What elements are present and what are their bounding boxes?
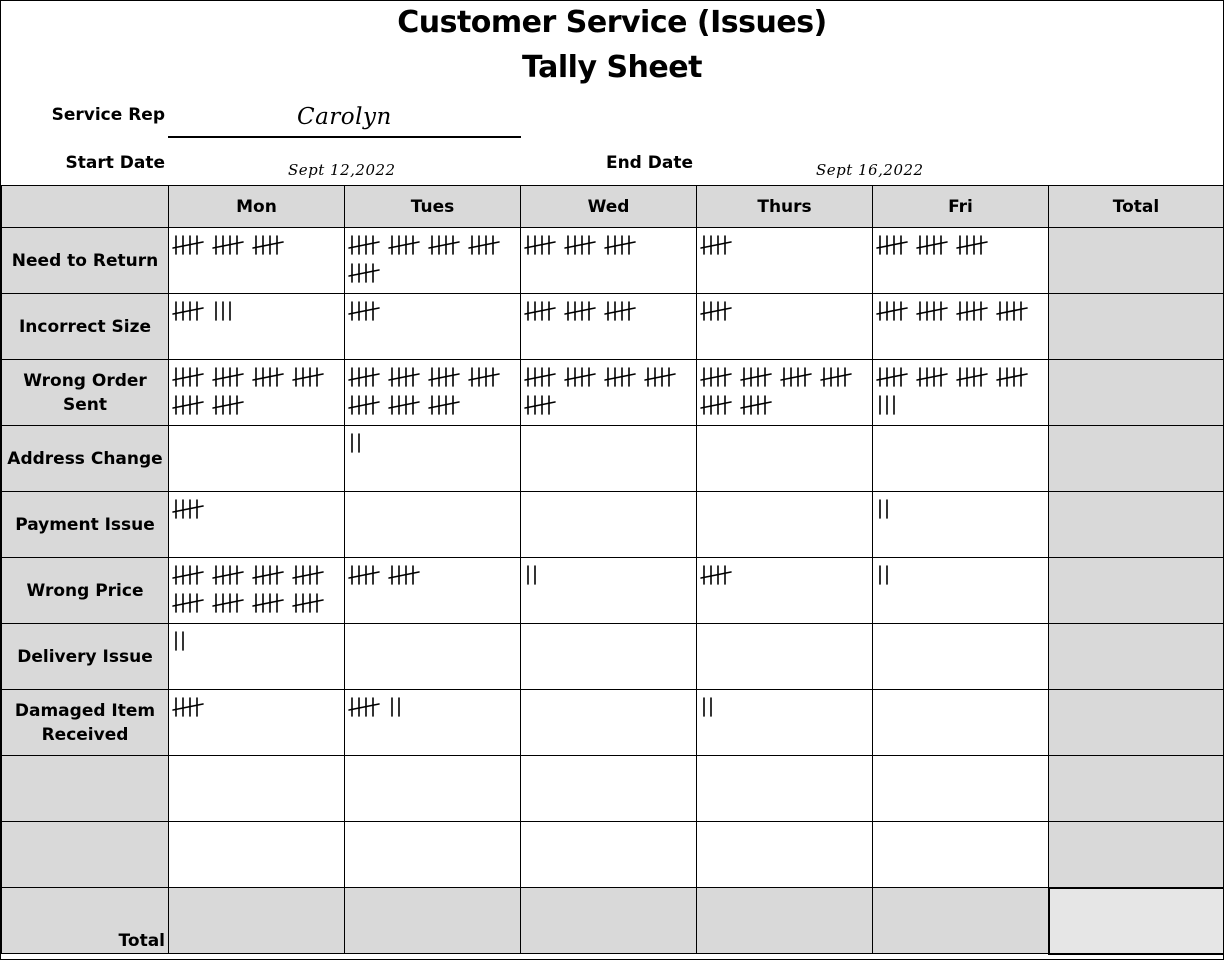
start-date-label: Start Date <box>65 153 165 173</box>
tally-marks <box>169 492 344 557</box>
start-date-value[interactable]: Sept 12,2022 <box>288 161 396 179</box>
tally-cell[interactable] <box>697 228 873 294</box>
row-total-cell[interactable] <box>1049 360 1224 426</box>
tally-cell[interactable] <box>697 690 873 756</box>
tally-marks <box>873 492 1048 557</box>
tally-marks <box>345 690 520 755</box>
tally-cell[interactable] <box>873 360 1049 426</box>
tally-cell[interactable] <box>873 426 1049 492</box>
tally-cell[interactable] <box>873 756 1049 822</box>
row-label <box>2 822 169 888</box>
tally-cell[interactable] <box>521 822 697 888</box>
tally-marks <box>697 690 872 755</box>
tally-cell[interactable] <box>345 690 521 756</box>
row-total-cell[interactable] <box>1049 426 1224 492</box>
tally-cell[interactable] <box>169 822 345 888</box>
header-blank <box>2 186 169 228</box>
tally-cell[interactable] <box>873 822 1049 888</box>
tally-marks <box>169 294 344 359</box>
tally-cell[interactable] <box>873 294 1049 360</box>
total-cell[interactable] <box>345 888 521 954</box>
tally-cell[interactable] <box>345 756 521 822</box>
end-date-value[interactable]: Sept 16,2022 <box>816 161 924 179</box>
row-label: Address Change <box>2 426 169 492</box>
issue-row <box>2 756 1224 822</box>
tally-cell[interactable] <box>345 822 521 888</box>
tally-cell[interactable] <box>169 228 345 294</box>
tally-marks <box>345 558 520 623</box>
row-label: Payment Issue <box>2 492 169 558</box>
tally-cell[interactable] <box>697 360 873 426</box>
issue-row <box>2 558 1224 624</box>
tally-marks <box>697 294 872 359</box>
tally-cell[interactable] <box>521 558 697 624</box>
tally-cell[interactable] <box>873 690 1049 756</box>
tally-cell[interactable] <box>521 690 697 756</box>
tally-marks <box>521 360 696 425</box>
tally-cell[interactable] <box>345 492 521 558</box>
tally-marks <box>345 360 520 425</box>
tally-cell[interactable] <box>169 492 345 558</box>
tally-cell[interactable] <box>873 624 1049 690</box>
issue-row <box>2 624 1224 690</box>
grand-total-cell[interactable] <box>1049 888 1224 954</box>
tally-cell[interactable] <box>345 426 521 492</box>
tally-cell[interactable] <box>169 690 345 756</box>
issue-row <box>2 228 1224 294</box>
row-total-cell[interactable] <box>1049 558 1224 624</box>
service-rep-value[interactable]: Carolyn <box>297 104 392 130</box>
issue-row <box>2 822 1224 888</box>
tally-cell[interactable] <box>345 228 521 294</box>
issue-row <box>2 426 1224 492</box>
sheet-subtitle: Tally Sheet <box>522 50 702 85</box>
tally-cell[interactable] <box>345 294 521 360</box>
tally-cell[interactable] <box>521 360 697 426</box>
tally-marks <box>169 360 344 425</box>
row-total-cell[interactable] <box>1049 492 1224 558</box>
row-total-cell[interactable] <box>1049 228 1224 294</box>
tally-cell[interactable] <box>169 294 345 360</box>
tally-marks <box>169 228 344 293</box>
service-rep-underline <box>168 136 521 138</box>
header-row <box>2 186 1224 228</box>
tally-cell[interactable] <box>697 426 873 492</box>
total-cell[interactable] <box>873 888 1049 954</box>
column-header: Total <box>1049 186 1224 228</box>
tally-marks <box>697 228 872 293</box>
tally-marks <box>697 558 872 623</box>
tally-cell[interactable] <box>521 756 697 822</box>
tally-cell[interactable] <box>521 492 697 558</box>
tally-cell[interactable] <box>697 624 873 690</box>
tally-cell[interactable] <box>697 294 873 360</box>
row-label: Wrong Price <box>2 558 169 624</box>
column-header: Tues <box>345 186 521 228</box>
tally-cell[interactable] <box>169 756 345 822</box>
column-header: Wed <box>521 186 697 228</box>
row-total-cell[interactable] <box>1049 624 1224 690</box>
column-header: Fri <box>873 186 1049 228</box>
row-total-cell[interactable] <box>1049 294 1224 360</box>
tally-marks <box>345 228 520 293</box>
total-cell[interactable] <box>697 888 873 954</box>
row-label: Damaged Item Received <box>2 690 169 756</box>
tally-marks <box>697 360 872 425</box>
tally-cell[interactable] <box>169 426 345 492</box>
tally-marks <box>521 228 696 293</box>
tally-cell[interactable] <box>345 558 521 624</box>
tally-marks <box>521 558 696 623</box>
tally-cell[interactable] <box>873 558 1049 624</box>
tally-table <box>1 185 1224 955</box>
row-label <box>2 756 169 822</box>
tally-cell[interactable] <box>697 558 873 624</box>
service-rep-label: Service Rep <box>51 105 165 125</box>
tally-cell[interactable] <box>697 822 873 888</box>
tally-marks <box>169 558 344 623</box>
end-date-label: End Date <box>605 153 693 173</box>
tally-cell[interactable] <box>521 294 697 360</box>
tally-marks <box>345 294 520 359</box>
tally-marks <box>873 360 1048 425</box>
tally-cell[interactable] <box>521 426 697 492</box>
total-row <box>2 888 1224 954</box>
tally-marks <box>873 228 1048 293</box>
tally-marks <box>169 624 344 689</box>
tally-marks <box>873 294 1048 359</box>
total-cell[interactable] <box>169 888 345 954</box>
row-total-cell[interactable] <box>1049 690 1224 756</box>
column-header: Mon <box>169 186 345 228</box>
tally-cell[interactable] <box>169 558 345 624</box>
tally-cell[interactable] <box>521 228 697 294</box>
row-label: Wrong Order Sent <box>2 360 169 426</box>
tally-cell[interactable] <box>697 492 873 558</box>
tally-marks <box>521 294 696 359</box>
tally-cell[interactable] <box>873 492 1049 558</box>
tally-cell[interactable] <box>345 624 521 690</box>
tally-cell[interactable] <box>521 624 697 690</box>
row-label: Incorrect Size <box>2 294 169 360</box>
row-label: Delivery Issue <box>2 624 169 690</box>
row-total-cell[interactable] <box>1049 756 1224 822</box>
column-header: Thurs <box>697 186 873 228</box>
sheet-title: Customer Service (Issues) <box>397 5 827 40</box>
tally-cell[interactable] <box>169 360 345 426</box>
tally-cell[interactable] <box>873 228 1049 294</box>
tally-cell[interactable] <box>697 756 873 822</box>
row-total-cell[interactable] <box>1049 822 1224 888</box>
issue-row <box>2 360 1224 426</box>
tally-cell[interactable] <box>169 624 345 690</box>
tally-marks <box>873 558 1048 623</box>
row-label: Need to Return <box>2 228 169 294</box>
issue-row <box>2 294 1224 360</box>
tally-cell[interactable] <box>345 360 521 426</box>
total-cell[interactable] <box>521 888 697 954</box>
tally-marks <box>345 426 520 491</box>
total-row-label: Total <box>2 888 169 954</box>
tally-marks <box>169 690 344 755</box>
issue-row <box>2 690 1224 756</box>
issue-row <box>2 492 1224 558</box>
